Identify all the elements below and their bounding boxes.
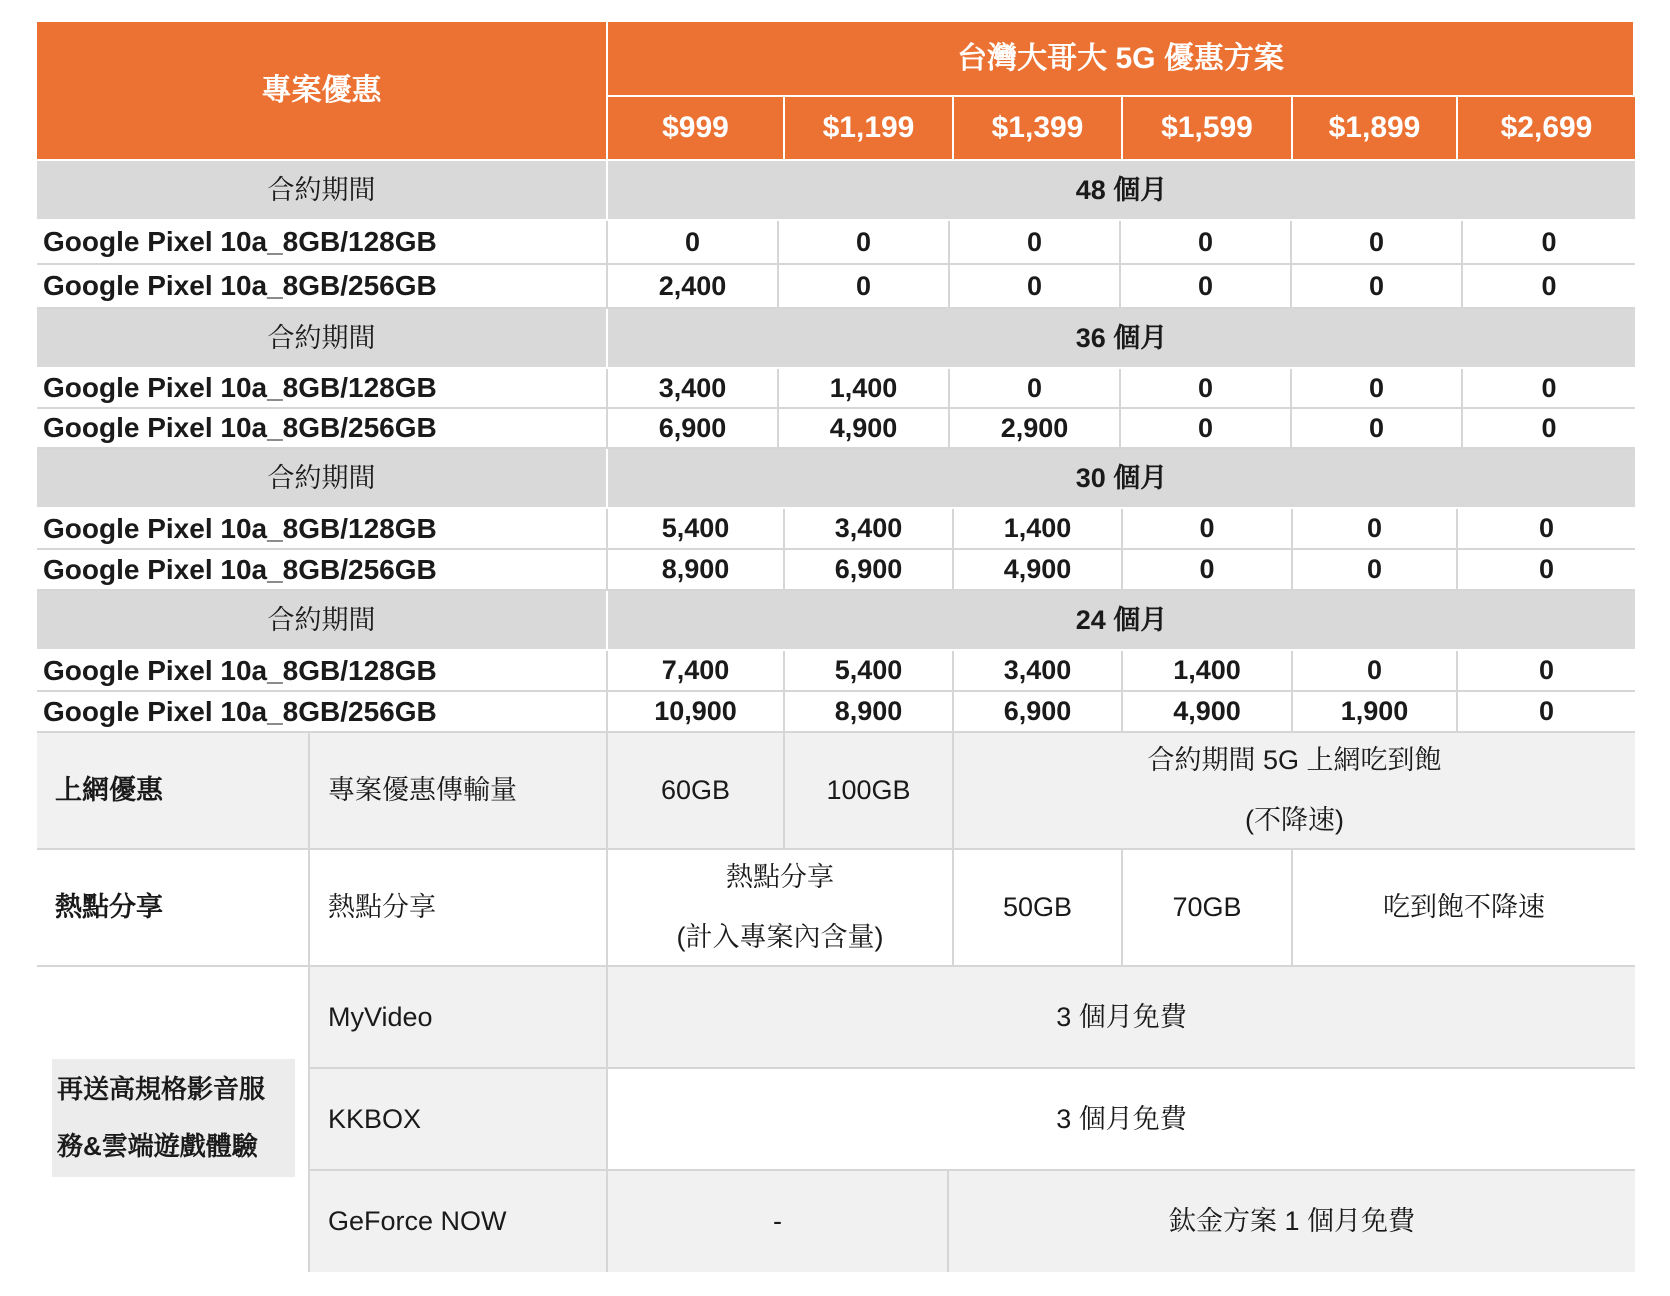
price-cell: 0 [1293, 651, 1458, 692]
price-cell: 0 [1292, 265, 1463, 309]
price-cell: 0 [1121, 221, 1292, 265]
model-name: Google Pixel 10a_8GB/128GB [37, 651, 608, 692]
service-value-kkbox: 3 個月免費 [608, 1069, 1635, 1171]
price-cell: 10,900 [608, 692, 785, 733]
price-cell: 4,900 [1123, 692, 1293, 733]
model-name: Google Pixel 10a_8GB/128GB [37, 369, 608, 409]
model-name: Google Pixel 10a_8GB/256GB [37, 409, 608, 449]
price-cell: 2,900 [950, 409, 1121, 449]
price-cell: 1,900 [1293, 692, 1458, 733]
price-cell: 0 [1292, 409, 1463, 449]
plan-header-1399: $1,399 [954, 97, 1123, 161]
contract-period-label: 合約期間 [37, 309, 608, 369]
contract-period-value: 30 個月 [608, 449, 1635, 509]
hotspot-1599: 70GB [1123, 850, 1293, 967]
price-cell: 4,900 [779, 409, 950, 449]
price-cell: 0 [1123, 509, 1293, 550]
hotspot-unlimited: 吃到飽不降速 [1293, 850, 1635, 967]
price-cell: 0 [1292, 221, 1463, 265]
services-category-line1: 再送高規格影音服 [57, 1073, 266, 1104]
hotspot-included-line1: 熱點分享 [726, 862, 834, 893]
price-cell: 0 [950, 369, 1121, 409]
hotspot-included-line2: (計入專案內含量) [676, 921, 884, 952]
price-cell: 0 [1463, 369, 1635, 409]
price-cell: 1,400 [779, 369, 950, 409]
service-name-geforce-now: GeForce NOW [310, 1171, 608, 1272]
contract-period-value: 48 個月 [608, 161, 1635, 221]
price-cell: 8,900 [785, 692, 954, 733]
data-item-label: 專案優惠傳輸量 [310, 733, 608, 850]
corner-header: 專案優惠 [37, 22, 608, 161]
data-allowance-999: 60GB [608, 733, 785, 850]
services-category-line2: 務&雲端遊戲體驗 [57, 1131, 258, 1161]
model-name: Google Pixel 10a_8GB/256GB [37, 692, 608, 733]
service-geforce-offer: 鈦金方案 1 個月免費 [949, 1171, 1635, 1272]
price-cell: 0 [1123, 550, 1293, 591]
price-cell: 0 [1458, 509, 1635, 550]
table-title: 台灣大哥大 5G 優惠方案 [608, 22, 1635, 97]
price-cell: 0 [1121, 409, 1292, 449]
contract-period-value: 24 個月 [608, 591, 1635, 651]
plan-header-1599: $1,599 [1123, 97, 1293, 161]
price-cell: 0 [1463, 409, 1635, 449]
hotspot-item-label: 熱點分享 [310, 850, 608, 967]
model-name: Google Pixel 10a_8GB/128GB [37, 221, 608, 265]
price-cell: 0 [1121, 265, 1292, 309]
contract-period-label: 合約期間 [37, 591, 608, 651]
price-cell: 6,900 [954, 692, 1123, 733]
price-cell: 0 [1293, 550, 1458, 591]
model-name: Google Pixel 10a_8GB/256GB [37, 550, 608, 591]
hotspot-included-note [608, 850, 954, 967]
price-cell: 0 [1121, 369, 1292, 409]
price-cell: 0 [950, 221, 1121, 265]
price-cell: 8,900 [608, 550, 785, 591]
price-cell: 0 [1292, 369, 1463, 409]
hotspot-category-label: 熱點分享 [37, 850, 310, 967]
contract-period-value: 36 個月 [608, 309, 1635, 369]
service-value-myvideo: 3 個月免費 [608, 967, 1635, 1069]
model-name: Google Pixel 10a_8GB/256GB [37, 265, 608, 309]
data-allowance-1199: 100GB [785, 733, 954, 850]
price-cell: 0 [779, 221, 950, 265]
price-cell: 1,400 [954, 509, 1123, 550]
price-cell: 3,400 [785, 509, 954, 550]
services-category-label [52, 1059, 295, 1177]
contract-period-label: 合約期間 [37, 161, 608, 221]
plan-header-999: $999 [608, 97, 785, 161]
price-cell: 0 [1293, 509, 1458, 550]
price-cell: 0 [779, 265, 950, 309]
price-cell: 0 [1458, 651, 1635, 692]
plan-header-1899: $1,899 [1293, 97, 1458, 161]
unlimited-data-note [954, 733, 1635, 850]
data-category-label: 上網優惠 [37, 733, 310, 850]
model-name: Google Pixel 10a_8GB/128GB [37, 509, 608, 550]
price-cell: 6,900 [785, 550, 954, 591]
price-cell: 7,400 [608, 651, 785, 692]
service-name-kkbox: KKBOX [310, 1069, 608, 1171]
price-cell: 4,900 [954, 550, 1123, 591]
price-cell: 0 [1463, 265, 1635, 309]
price-cell: 3,400 [954, 651, 1123, 692]
contract-period-label: 合約期間 [37, 449, 608, 509]
price-cell: 0 [608, 221, 779, 265]
plan-header-2699: $2,699 [1458, 97, 1635, 161]
service-geforce-none: - [608, 1171, 949, 1272]
price-cell: 6,900 [608, 409, 779, 449]
service-name-myvideo: MyVideo [310, 967, 608, 1069]
price-cell: 5,400 [785, 651, 954, 692]
hotspot-1399: 50GB [954, 850, 1123, 967]
price-cell: 0 [1463, 221, 1635, 265]
price-cell: 0 [1458, 692, 1635, 733]
price-cell: 2,400 [608, 265, 779, 309]
unlimited-data-line2: (不降速) [1245, 804, 1344, 835]
price-cell: 5,400 [608, 509, 785, 550]
price-cell: 0 [950, 265, 1121, 309]
price-cell: 0 [1458, 550, 1635, 591]
price-cell: 1,400 [1123, 651, 1293, 692]
plan-header-1199: $1,199 [785, 97, 954, 161]
price-cell: 3,400 [608, 369, 779, 409]
unlimited-data-line1: 合約期間 5G 上網吃到飽 [1147, 745, 1442, 776]
